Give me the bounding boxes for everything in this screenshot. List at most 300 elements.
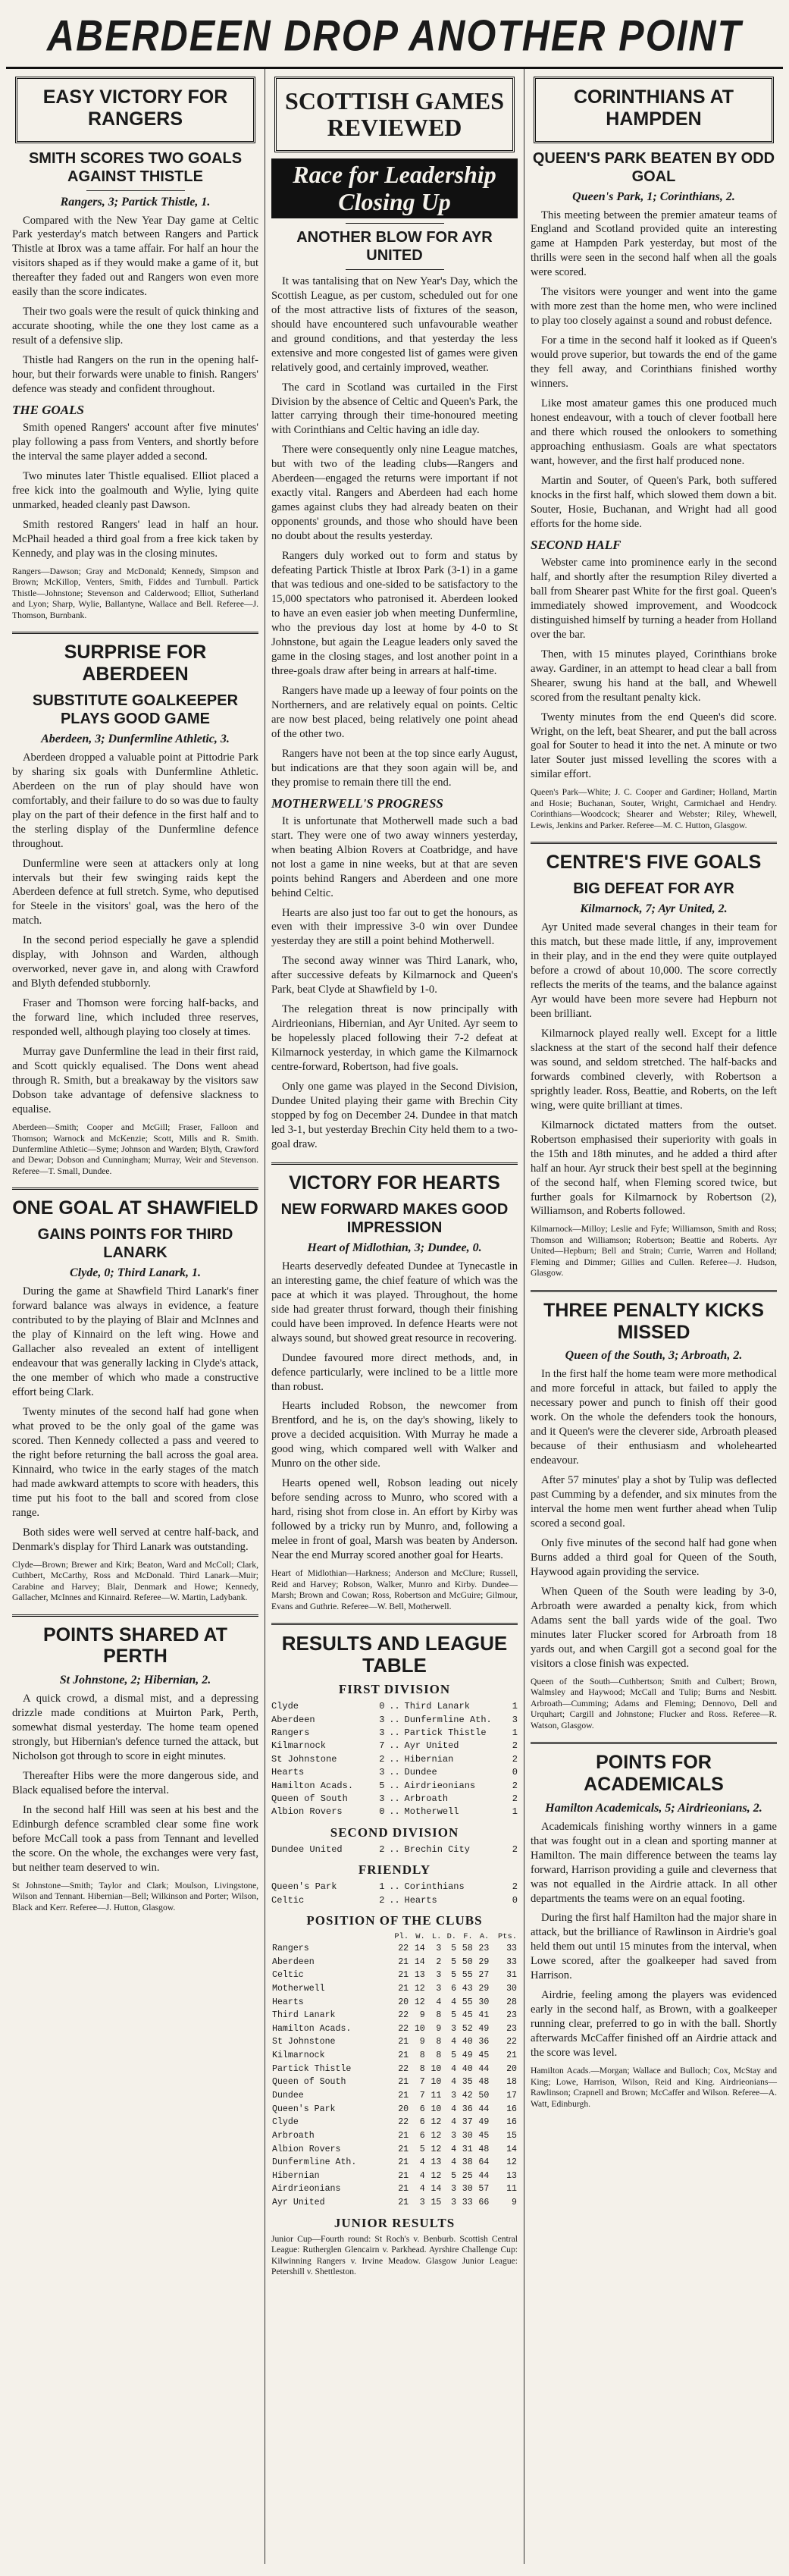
table-header-cell: D. bbox=[446, 1931, 457, 1941]
table-cell: 22 bbox=[506, 2037, 517, 2047]
table-cell: 6 bbox=[451, 1983, 457, 1994]
table-cell: Motherwell bbox=[272, 1983, 325, 1994]
paragraph: In the second period especially he gave a splendid display, with Johnson and Warden, although overworked, never gave in, and along with Crawford and Blyth defended stubbornly. bbox=[12, 934, 258, 990]
team-lineups: Queen's Park—White; J. C. Cooper and Gardiner; Holland, Martin and Hosie; Buchanan, Souter, Wright, Carmichael and Hendry. Corinthians—Woodcock; Shearer and Webster; Riley, Whewell, Lewis, Jenkins and Parker. Referee—M. C. Hutton, Glasgow. bbox=[531, 787, 777, 830]
match-score: St Johnstone, 2; Hibernian, 2. bbox=[59, 1674, 211, 1687]
table-cell: Airdrieonians bbox=[272, 2184, 341, 2195]
article-headline: EASY VICTORY FOR RANGERS bbox=[42, 86, 228, 130]
article-headline: POINTS FOR ACADEMICALS bbox=[584, 1752, 724, 1795]
result-cell: .. bbox=[389, 1740, 400, 1752]
table-cell: 21 bbox=[398, 2184, 409, 2195]
table-cell: Ayr United bbox=[272, 2198, 325, 2208]
table-title: POSITION OF THE CLUBS bbox=[306, 1912, 483, 1928]
paragraph: Aberdeen dropped a valuable point at Pittodrie Park by sharing six goals with Dunfermline Athletic. Aberdeen on the run of play should have won comfortably, and their failure to do so was due to faulty play on the part of their defence in the first half and to the sterling display of the Dunfermline defence throughout. bbox=[12, 751, 258, 850]
table-cell: 55 bbox=[462, 1997, 473, 2007]
table-cell: 49 bbox=[462, 2050, 473, 2061]
article-headline: SCOTTISH GAMES REVIEWED bbox=[285, 87, 504, 142]
table-cell: 10 bbox=[414, 2023, 425, 2034]
table-row bbox=[271, 2049, 518, 2063]
result-cell: 2 bbox=[512, 1740, 518, 1752]
table-cell: Rangers bbox=[272, 1943, 309, 1953]
table-cell: 12 bbox=[414, 1997, 425, 2007]
table-cell: 31 bbox=[462, 2144, 473, 2154]
table-cell: 13 bbox=[431, 2157, 442, 2168]
paragraph: Smith restored Rangers' lead in half an hour. McPhail headed a third goal from a free kick taken by Kennedy, and play was in the closing minutes. bbox=[12, 518, 258, 560]
table-cell: 3 bbox=[436, 1983, 442, 1994]
table-cell: 8 bbox=[436, 2050, 442, 2061]
result-cell: 3 bbox=[379, 1767, 385, 1778]
article-shawfield bbox=[12, 1197, 258, 1603]
team-lineups: Aberdeen—Smith; Cooper and McGill; Fraser, Falloon and Thomson; Warnock and McKenzie; Scott, Mills and R. Smith. Dunfermline Athletic—Syme; Johnson and Warden; Blyth, Crawford and Dewar; Dobson and Cunningham; Murray, Weir and Stevenson. Referee—T. Small, Dundee. bbox=[12, 1122, 258, 1176]
table-cell: 2 bbox=[436, 1956, 442, 1967]
table-row bbox=[271, 2182, 518, 2196]
article-subhead: SMITH SCORES TWO GOALS AGAINST THISTLE bbox=[28, 149, 243, 185]
paragraph: Dundee favoured more direct methods, and, in defence particularly, were inclined to be a little more than robust. bbox=[271, 1351, 518, 1393]
team-lineups: Rangers—Dawson; Gray and McDonald; Kennedy, Simpson and Brown; McKillop, Venters, Smith, Fiddes and Turnbull. Partick Thistle—Johnstone; Stevenson and Calderwood; Elliot, Sutherland and Lyon; Sharp, Wylie, Ballantyne, Wallace and Bell. Referee—J. Thomson, Burnbank. bbox=[12, 566, 258, 620]
section-heading: THE GOALS bbox=[12, 403, 84, 418]
result-cell: Kilmarnock bbox=[271, 1740, 327, 1752]
table-cell: 5 bbox=[451, 1943, 457, 1953]
table-cell: Aberdeen bbox=[272, 1956, 315, 1967]
table-cell: 17 bbox=[506, 2090, 517, 2101]
table-cell: 14 bbox=[506, 2144, 517, 2154]
table-cell: 13 bbox=[506, 2170, 517, 2181]
table-cell: Queen's Park bbox=[272, 2104, 336, 2114]
rule bbox=[531, 1290, 777, 1292]
headline-box bbox=[15, 77, 255, 143]
article-headline: ONE GOAL AT SHAWFIELD bbox=[12, 1197, 258, 1219]
table-cell: 30 bbox=[478, 1997, 490, 2007]
paragraph: Kilmarnock dictated matters from the outset. Robertson emphasised their superiority with goals in the 15th and 18th minutes, and he added a third after half an hour. Ayr struck their best spell at the beginning of the second half, when Fleming scored twice, but further goals for Kilmarnock by Robertson (2), Williamson, and Roberts followed. bbox=[531, 1119, 777, 1218]
article-perth bbox=[12, 1624, 258, 1914]
paragraph: Twenty minutes from the end Queen's did score. Wright, on the left, beat Shearer, and put the ball across goal for Souter to head it into the net. A minute or two later Souter just missed levelling the scores with a similar effort. bbox=[531, 711, 777, 781]
result-cell: Hamilton Acads. bbox=[271, 1780, 354, 1791]
result-cell: 2 bbox=[379, 1753, 385, 1765]
article-subhead: GAINS POINTS FOR THIRD LANARK bbox=[37, 1226, 233, 1262]
table-row bbox=[271, 1969, 518, 1982]
table-cell: 3 bbox=[451, 2130, 457, 2141]
team-lineups: Queen of the South—Cuthbertson; Smith and Culbert; Brown, Walmsley and Haywood; McCall and Tulip; Burns and Nesbitt. Arbroath—Cumming; Adams and Fleming; Dennovo, Dell and Urquhart; Cargill and Johnstone; Flucker and Ross. Referee—R. Watson, Glasgow. bbox=[531, 1676, 777, 1730]
match-score: Queen of the South, 3; Arbroath, 2. bbox=[565, 1349, 743, 1363]
match-score: Kilmarnock, 7; Ayr United, 2. bbox=[580, 902, 728, 916]
rule bbox=[531, 842, 777, 844]
result-cell: Hibernian bbox=[404, 1753, 454, 1765]
result-cell: .. bbox=[389, 1894, 400, 1906]
table-cell: 11 bbox=[506, 2184, 517, 2195]
article-headline: SURPRISE FOR ABERDEEN bbox=[64, 642, 207, 686]
result-row bbox=[271, 1727, 518, 1740]
result-cell: 0 bbox=[379, 1806, 385, 1818]
headline-box bbox=[274, 77, 515, 152]
result-cell: Albion Rovers bbox=[271, 1806, 343, 1818]
result-cell: 1 bbox=[512, 1806, 518, 1818]
result-cell: 2 bbox=[379, 1894, 385, 1906]
table-cell: 21 bbox=[506, 2050, 517, 2061]
table-cell: Partick Thistle bbox=[272, 2063, 352, 2074]
article-review bbox=[271, 77, 518, 1152]
paragraph: Dunfermline were seen at attackers only at long intervals but their few swinging raids kept the Aberdeen defence at full stretch. Syme, who deputised for Steele in the visitors' goal, was the hero of the match. bbox=[12, 857, 258, 927]
table-cell: 22 bbox=[398, 2023, 409, 2034]
paragraph: For a time in the second half it looked as if Queen's would prove superior, but towards the end of the game they fell away, and Corinthians finished worthy winners. bbox=[531, 334, 777, 391]
article-kilmarnock bbox=[531, 852, 777, 1279]
table-row bbox=[271, 2009, 518, 2022]
result-cell: 2 bbox=[512, 1793, 518, 1804]
paragraph: Hearts included Robson, the newcomer from Brentford, and he is, on the day's showing, likely to prove a decided acquisition. With Murray he made a good wing, which compared well with Walker and Munro on the other side. bbox=[271, 1400, 518, 1470]
table-cell: 41 bbox=[478, 2010, 490, 2021]
table-cell: 7 bbox=[419, 2090, 425, 2101]
paragraph: It was tantalising that on New Year's Day, which the Scottish League, as per custom, scheduled out for one of the most attractive lists of fixtures of the season, should have encountered such unfavourable weather and ground conditions, and that yesterday the less extensive and more congested list of games were given relatively good, and certainly improved, weather. bbox=[271, 275, 518, 374]
table-header-cell: A. bbox=[479, 1931, 490, 1941]
result-cell: 1 bbox=[512, 1701, 518, 1712]
table-cell: Kilmarnock bbox=[272, 2050, 325, 2061]
table-cell: 21 bbox=[398, 2050, 409, 2061]
paragraph: Rangers duly worked out to form and status by defeating Partick Thistle at Ibrox Park (3-1) in a game that was tedious and one-sided to be satisfactory to the 15,000 spectators who patronised it. Aberdeen looked to have an even easier job when meeting Dunfermline, who the previous day lost at home by 4-0 to St Johnstone, but again the League leaders only saved the game in the closing stages, and lost another point in a three-goals draw after being in arrears at half-time. bbox=[271, 550, 518, 677]
table-cell: 4 bbox=[451, 2063, 457, 2074]
article-subhead: ANOTHER BLOW FOR AYR UNITED bbox=[296, 228, 493, 264]
article-corinthians bbox=[531, 77, 777, 831]
results-list bbox=[271, 1700, 518, 1819]
paragraph: There were consequently only nine League matches, but with two of the leading clubs—Rangers and Aberdeen—engaged the returns were important if not exactly vital. Rangers and Aberdeen had each home games against clubs they had already beaten on their opponents' grounds, and those who should have been no doubt about the results yesterday. bbox=[271, 444, 518, 543]
table-cell: 49 bbox=[478, 2117, 490, 2128]
article-aberdeen bbox=[12, 642, 258, 1177]
table-cell: 4 bbox=[451, 2104, 457, 2114]
league-table bbox=[271, 1931, 518, 2210]
article-headline: CENTRE'S FIVE GOALS bbox=[546, 852, 762, 874]
result-cell: Hearts bbox=[271, 1767, 305, 1778]
table-row bbox=[271, 2022, 518, 2036]
result-row bbox=[271, 1700, 518, 1713]
section-heading: MOTHERWELL'S PROGRESS bbox=[271, 795, 443, 811]
results-list bbox=[271, 1881, 518, 1907]
paragraph: Compared with the New Year Day game at Celtic Park yesterday's match between Rangers and Partick Thistle at Ibrox was a tame affair. For half an hour the visitors shaped as if they would make a game of it, but thereafter they faded out and Rangers won even more easily than the score indicates. bbox=[12, 214, 258, 299]
result-cell: 7 bbox=[379, 1740, 385, 1752]
table-cell: 40 bbox=[462, 2063, 473, 2074]
table-cell: 3 bbox=[451, 2184, 457, 2195]
table-cell: 9 bbox=[419, 2037, 425, 2047]
table-cell: 21 bbox=[398, 1970, 409, 1981]
paragraph: Hearts are also just too far out to get the honours, as even with their impressive 3-0 win over Dundee yesterday they are still a point behind Motherwell. bbox=[271, 906, 518, 948]
team-lineups: Kilmarnock—Milloy; Leslie and Fyfe; Williamson, Smith and Ross; Thomson and Williamson; Robertson; Beattie and Roberts. Ayr United—Hepburn; Bell and Strain; Currie, Warren and Holland; Fleming and Dimmer; Gillies and Cullen. Referee—J. Hudson, Glasgow. bbox=[531, 1224, 777, 1279]
table-cell: 57 bbox=[478, 2184, 490, 2195]
paragraph: Only one game was played in the Second Division, Dundee United playing their game with Brechin City stopped by fog on December 24. Dundee in that match led 3-1, but yesterday Brechin City held them to a two-goal draw. bbox=[271, 1081, 518, 1151]
table-cell: 10 bbox=[431, 2104, 442, 2114]
article-headline-secondary: Race for Leadership Closing Up bbox=[271, 158, 518, 218]
article-academicals bbox=[531, 1752, 777, 2110]
table-cell: 22 bbox=[398, 2117, 409, 2128]
headline-box bbox=[534, 77, 774, 143]
table-cell: 21 bbox=[398, 2037, 409, 2047]
separator bbox=[346, 223, 444, 224]
table-cell: 28 bbox=[506, 1997, 517, 2007]
table-cell: 37 bbox=[462, 2117, 473, 2128]
table-cell: 12 bbox=[431, 2144, 442, 2154]
table-header-cell: F. bbox=[463, 1931, 473, 1941]
result-row bbox=[271, 1753, 518, 1766]
table-cell: 38 bbox=[462, 2157, 473, 2168]
table-cell: 4 bbox=[451, 2077, 457, 2088]
result-cell: .. bbox=[389, 1881, 400, 1893]
result-cell: .. bbox=[389, 1714, 400, 1725]
division-title: FIRST DIVISION bbox=[338, 1682, 451, 1697]
table-cell: Celtic bbox=[272, 1970, 304, 1981]
table-cell: 5 bbox=[419, 2144, 425, 2154]
table-cell: 3 bbox=[436, 1970, 442, 1981]
table-cell: 43 bbox=[462, 1983, 473, 1994]
paragraph: The card in Scotland was curtailed in the First Division by the absence of Celtic and Queen's Park, the latter carrying through their time-honoured meeting with Corinthians and Celtic having an idle day. bbox=[271, 381, 518, 437]
table-row bbox=[271, 2129, 518, 2143]
table-cell: 66 bbox=[478, 2198, 490, 2208]
table-cell: 15 bbox=[506, 2130, 517, 2141]
article-headline: VICTORY FOR HEARTS bbox=[289, 1172, 500, 1194]
league-table-body bbox=[271, 1942, 518, 2210]
team-lineups: Heart of Midlothian—Harkness; Anderson and McClure; Russell, Reid and Harvey; Robson, Walker, Munro and Kirby. Dundee—Marsh; Brown and Cowan; Ross, Robertson and McGuire; Gilmour, Evans and Guthrie. Referee—W. Bell, Motherwell. bbox=[271, 1568, 518, 1611]
friendly-title: FRIENDLY bbox=[358, 1862, 431, 1878]
result-cell: Third Lanark bbox=[404, 1701, 470, 1712]
paragraph: The relegation threat is now principally with Airdrieonians, Hibernian, and Ayr United. Ayr seem to be hopelessly placed following their 7-2 defeat at Kilmarnock yesterday, in which game the Kilmarnock centre-forward, Robertson, had five goals. bbox=[271, 1003, 518, 1074]
table-cell: 18 bbox=[506, 2077, 517, 2088]
result-cell: 3 bbox=[379, 1727, 385, 1739]
table-cell: 45 bbox=[462, 2010, 473, 2021]
rule bbox=[271, 1162, 518, 1165]
result-cell: .. bbox=[389, 1806, 400, 1818]
table-cell: 30 bbox=[462, 2184, 473, 2195]
table-cell: 23 bbox=[506, 2023, 517, 2034]
table-row bbox=[271, 2156, 518, 2170]
result-cell: Queen's Park bbox=[271, 1881, 337, 1893]
paragraph: Then, with 15 minutes played, Corinthians broke away. Gardiner, in an attempt to head clear a ball from Shearer, swung his hand at the ball, and Whewell scored from the resultant penalty kick. bbox=[531, 648, 777, 704]
table-cell: 5 bbox=[451, 2170, 457, 2181]
table-cell: Hearts bbox=[272, 1997, 304, 2007]
paragraph: Twenty minutes of the second half had gone when what proved to be the only goal of the game was scored. Then Kennedy collected a pass and veered to the right before returning the ball across the goal area. Kinnaird, who twice in the early stages of the match had made awkward attempts to score with headers, this time put his foot to the ball and scored from close range. bbox=[12, 1405, 258, 1519]
table-cell: 12 bbox=[414, 1983, 425, 1994]
paragraph: Martin and Souter, of Queen's Park, both suffered knocks in the first half, which slowed them down a bit. Souter, Hosie, Buchanan, and Wright had all good efforts for the home side. bbox=[531, 474, 777, 530]
result-row bbox=[271, 1806, 518, 1818]
table-cell: 4 bbox=[436, 1997, 442, 2007]
table-cell: 21 bbox=[398, 2090, 409, 2101]
table-cell: 14 bbox=[431, 2184, 442, 2195]
table-cell: 21 bbox=[398, 2170, 409, 2181]
article-headline: THREE PENALTY KICKS MISSED bbox=[543, 1299, 764, 1343]
result-cell: Arbroath bbox=[404, 1793, 449, 1804]
paragraph: Thistle had Rangers on the run in the opening half-hour, but their forwards were unable to finish. Rangers' defence was steady and confident throughout. bbox=[12, 354, 258, 396]
paragraph: Kilmarnock played really well. Except for a little slackness at the start of the second half their defence was sound, and seldom stretched. The half-backs and forwards combined cleverly, with Robertson a sprightly leader. Ross, Beattie, and Roberts, on the left wing, were quite brilliant at times. bbox=[531, 1027, 777, 1112]
paragraph: Like most amateur games this one produced much honest endeavour, with a touch of clever football here and there which roused the onlookers to something approaching enthusiasm. Goals are what spectators want, however, and the first half produced none. bbox=[531, 397, 777, 467]
table-cell: 22 bbox=[398, 1943, 409, 1953]
table-cell: 58 bbox=[462, 1943, 473, 1953]
table-cell: 9 bbox=[512, 2198, 517, 2208]
result-cell: 2 bbox=[512, 1843, 518, 1855]
table-cell: 4 bbox=[451, 1997, 457, 2007]
result-cell: 2 bbox=[512, 1753, 518, 1765]
result-cell: 0 bbox=[512, 1894, 518, 1906]
paragraph: Smith opened Rangers' account after five minutes' play following a pass from Venters, and shortly before the interval the same player added a second. bbox=[12, 422, 258, 463]
result-cell: .. bbox=[389, 1780, 400, 1791]
result-cell: Partick Thistle bbox=[404, 1727, 487, 1739]
table-row bbox=[271, 2143, 518, 2157]
table-cell: 14 bbox=[414, 1956, 425, 1967]
table-cell: 4 bbox=[419, 2157, 425, 2168]
table-cell: 23 bbox=[478, 1943, 490, 1953]
result-cell: 3 bbox=[379, 1793, 385, 1804]
table-cell: Queen of South bbox=[272, 2077, 346, 2088]
table-cell: 12 bbox=[431, 2170, 442, 2181]
table-cell: 4 bbox=[451, 2117, 457, 2128]
match-score: Queen's Park, 1; Corinthians, 2. bbox=[572, 190, 735, 203]
table-cell: 33 bbox=[506, 1956, 517, 1967]
match-score: Rangers, 3; Partick Thistle, 1. bbox=[60, 195, 211, 209]
table-cell: 29 bbox=[478, 1956, 490, 1967]
table-cell: 52 bbox=[462, 2023, 473, 2034]
result-cell: 1 bbox=[512, 1727, 518, 1739]
table-cell: 21 bbox=[398, 1956, 409, 1967]
paragraph: Thereafter Hibs were the more dangerous side, and Black equalised before the interval. bbox=[12, 1769, 258, 1796]
article-subhead: BIG DEFEAT FOR AYR bbox=[573, 880, 734, 898]
rule bbox=[12, 1188, 258, 1190]
paragraph: Both sides were well served at centre half-back, and Denmark's display for Third Lanark was outstanding. bbox=[12, 1526, 258, 1553]
table-cell: 16 bbox=[506, 2104, 517, 2114]
result-cell: Celtic bbox=[271, 1894, 305, 1906]
article-subhead: NEW FORWARD MAKES GOOD IMPRESSION bbox=[280, 1200, 509, 1236]
article-penalties bbox=[531, 1300, 777, 1731]
table-cell: 29 bbox=[478, 1983, 490, 1994]
result-cell: 5 bbox=[379, 1780, 385, 1791]
separator bbox=[86, 190, 185, 191]
columns bbox=[6, 69, 783, 2564]
table-cell: 55 bbox=[462, 1970, 473, 1981]
paragraph: Hearts opened well, Robson leading out nicely before sending across to Munro, who scored with a hard, rising shot from close in. An effort by Kirby was followed by a tricky run by Munro, and, following a melee in front of goal, Marsh was beaten by Anderson. Near the end Murray scored another goal for Hearts. bbox=[271, 1477, 518, 1562]
result-cell: Hearts bbox=[404, 1894, 437, 1906]
table-cell: 20 bbox=[398, 2104, 409, 2114]
table-header-cell: W. bbox=[415, 1931, 425, 1941]
table-cell: 10 bbox=[431, 2077, 442, 2088]
table-cell: 49 bbox=[478, 2023, 490, 2034]
table-cell: 21 bbox=[398, 2157, 409, 2168]
result-cell: .. bbox=[389, 1767, 400, 1778]
table-cell: 48 bbox=[478, 2144, 490, 2154]
table-cell: 21 bbox=[398, 2144, 409, 2154]
result-cell: 0 bbox=[379, 1701, 385, 1712]
result-cell: 2 bbox=[379, 1843, 385, 1855]
table-cell: 23 bbox=[506, 2010, 517, 2021]
result-cell: .. bbox=[389, 1843, 400, 1855]
result-cell: 1 bbox=[379, 1881, 385, 1893]
table-cell: Dundee bbox=[272, 2090, 304, 2101]
table-header-cell: Pl. bbox=[394, 1931, 409, 1941]
table-cell: 12 bbox=[431, 2130, 442, 2141]
table-row bbox=[271, 2035, 518, 2049]
table-cell: 64 bbox=[478, 2157, 490, 2168]
table-cell: Hibernian bbox=[272, 2170, 320, 2181]
table-cell: 25 bbox=[462, 2170, 473, 2181]
result-cell: Dundee bbox=[404, 1767, 437, 1778]
table-cell: 12 bbox=[431, 2117, 442, 2128]
article-headline: CORINTHIANS AT HAMPDEN bbox=[573, 86, 734, 130]
table-row bbox=[271, 2170, 518, 2183]
table-cell: Albion Rovers bbox=[272, 2144, 341, 2154]
table-cell: 5 bbox=[451, 2010, 457, 2021]
match-score: Aberdeen, 3; Dunfermline Athletic, 3. bbox=[41, 732, 230, 745]
section-heading: SECOND HALF bbox=[531, 537, 621, 552]
table-cell: 10 bbox=[431, 2063, 442, 2074]
table-cell: 45 bbox=[478, 2050, 490, 2061]
table-cell: 44 bbox=[478, 2170, 490, 2181]
table-cell: 30 bbox=[462, 2130, 473, 2141]
table-cell: Hamilton Acads. bbox=[272, 2023, 352, 2034]
result-cell: .. bbox=[389, 1753, 400, 1765]
paragraph: It is unfortunate that Motherwell made such a bad start. They were one of two away winners yesterday, when beating Albion Rovers at Coatbridge, and have not lost a game in nine weeks, but at that are seven points behind Rangers and Aberdeen and one more behind Celtic. bbox=[271, 814, 518, 899]
table-cell: 48 bbox=[478, 2077, 490, 2088]
result-cell: 3 bbox=[512, 1714, 518, 1725]
rule bbox=[12, 1614, 258, 1617]
table-header-cell: Pts. bbox=[498, 1931, 517, 1941]
paragraph: When Queen of the South were leading by 3-0, Arbroath were awarded a penalty kick, from which Adams sent the ball yards wide of the goal. Two minutes later Flucker scored for Arbroath from 18 yards out, and when Cargill got a second goal for the visitors a close finish was expected. bbox=[531, 1585, 777, 1670]
results-title: RESULTS AND LEAGUE TABLE bbox=[281, 1632, 508, 1677]
table-cell: St Johnstone bbox=[272, 2037, 336, 2047]
table-row bbox=[271, 2076, 518, 2089]
result-row bbox=[271, 1843, 518, 1856]
table-cell: 33 bbox=[462, 2198, 473, 2208]
table-cell: 5 bbox=[451, 1956, 457, 1967]
paragraph: Academicals finishing worthy winners in a game that was fought out in a clean and sporting manner at Hamilton. The main difference between the teams lay forward, Harrison providing a guile and cleverness that was not equalled in the Airdrie attack. In all other departments the teams were on an equal footing. bbox=[531, 1820, 777, 1905]
paragraph: During the game at Shawfield Third Lanark's finer forward balance was always in evidence, a feature contributed to by the playing of Blair and McInnes and the play of Kinnaird on the left wing. Howe and Gallacher also revealed an extent of intelligent endeavour that was generally lacking in Clyde's attack, the one member of which who made a constructive effort being Clark. bbox=[12, 1285, 258, 1398]
paragraph: Two minutes later Thistle equalised. Elliot placed a free kick into the goalmouth and Wylie, lying quite unmarked, headed cleanly past Dawson. bbox=[12, 470, 258, 511]
table-cell: 22 bbox=[398, 2063, 409, 2074]
paragraph: The second away winner was Third Lanark, who, after successive defeats by Kilmarnock and Queen's Park, beat Clyde at Shawfield by 1-0. bbox=[271, 955, 518, 996]
result-row bbox=[271, 1766, 518, 1779]
article-headline: POINTS SHARED AT PERTH bbox=[42, 1624, 228, 1668]
result-cell: Motherwell bbox=[404, 1806, 459, 1818]
table-cell: 8 bbox=[419, 2063, 425, 2074]
table-cell: 44 bbox=[478, 2104, 490, 2114]
table-cell: 3 bbox=[436, 1943, 442, 1953]
table-row bbox=[271, 2089, 518, 2103]
table-cell: 11 bbox=[431, 2090, 442, 2101]
result-cell: 0 bbox=[512, 1767, 518, 1778]
table-cell: 3 bbox=[451, 2198, 457, 2208]
junior-results: Junior Cup—Fourth round: St Roch's v. Benburb. Scottish Central League: Rutherglen Glencairn v. Parkhead. Ayrshire Challenge Cup: Kilwinning Rangers v. Irvine Meadow. Glasgow Junior League: Petershill v. Shettleston. bbox=[271, 2233, 518, 2277]
result-cell: St Johnstone bbox=[271, 1753, 337, 1765]
paragraph: A quick crowd, a dismal mist, and a depressing drizzle made conditions at Muirton Park, Perth, somewhat dismal yesterday. The home team opened strongly, but Hibernian's defence turned the attack, but Nicholson got through to score in eight minutes. bbox=[12, 1693, 258, 1762]
result-cell: Brechin City bbox=[404, 1843, 470, 1855]
table-cell: 6 bbox=[419, 2130, 425, 2141]
result-cell: Rangers bbox=[271, 1727, 310, 1739]
paragraph: In the second half Hill was seen at his best and the Edinburgh defence scrambled clear some fine work before McCall took a pass from Tennant and levelled the score. On the whole, the exchanges were very fast, but neither team deserved to win. bbox=[12, 1803, 258, 1874]
table-cell: 4 bbox=[419, 2170, 425, 2181]
table-cell: 14 bbox=[414, 1943, 425, 1953]
table-cell: 20 bbox=[506, 2063, 517, 2074]
result-row bbox=[271, 1780, 518, 1793]
paragraph: Fraser and Thomson were forcing half-backs, and the forward line, which included three reserves, responded well, although playing too closely at times. bbox=[12, 997, 258, 1039]
banner-headline: ABERDEEN DROP ANOTHER POINT bbox=[46, 11, 742, 61]
table-row bbox=[271, 1956, 518, 1969]
paragraph: Murray gave Dunfermline the lead in their first raid, and Scott quickly equalised. The Dons went ahead through R. Smith, but a breakaway by the visitors saw Dobson take advantage of defensive slackness to equalise. bbox=[12, 1046, 258, 1116]
table-header-cell bbox=[271, 1931, 388, 1942]
table-row bbox=[271, 2103, 518, 2116]
table-cell: 9 bbox=[436, 2023, 442, 2034]
team-lineups: St Johnstone—Smith; Taylor and Clark; Moulson, Livingstone, Wilson and Tennant. Hibernian—Bell; Wilkinson and Porter; Wilson, Black and Kerr. Referee—J. Hutton, Glasgow. bbox=[12, 1880, 258, 1912]
paragraph: During the first half Hamilton had the major share in attack, but the brilliance of Rawlinson in Airdrie's goal held them out until 15 minutes from the interval, when Lowe scored, after the goalkeeper had saved from Harrison. bbox=[531, 1912, 777, 1982]
paragraph: The visitors were younger and went into the game with more zest than the home men, who were inclined to play too closely against a sound and robust defence. bbox=[531, 286, 777, 328]
table-cell: 4 bbox=[419, 2184, 425, 2195]
table-cell: 30 bbox=[506, 1983, 517, 1994]
result-row bbox=[271, 1881, 518, 1894]
table-row bbox=[271, 1996, 518, 2010]
result-cell: Ayr United bbox=[404, 1740, 459, 1752]
table-cell: Clyde bbox=[272, 2117, 299, 2128]
result-cell: .. bbox=[389, 1793, 400, 1804]
table-cell: 50 bbox=[478, 2090, 490, 2101]
table-cell: 8 bbox=[419, 2050, 425, 2061]
